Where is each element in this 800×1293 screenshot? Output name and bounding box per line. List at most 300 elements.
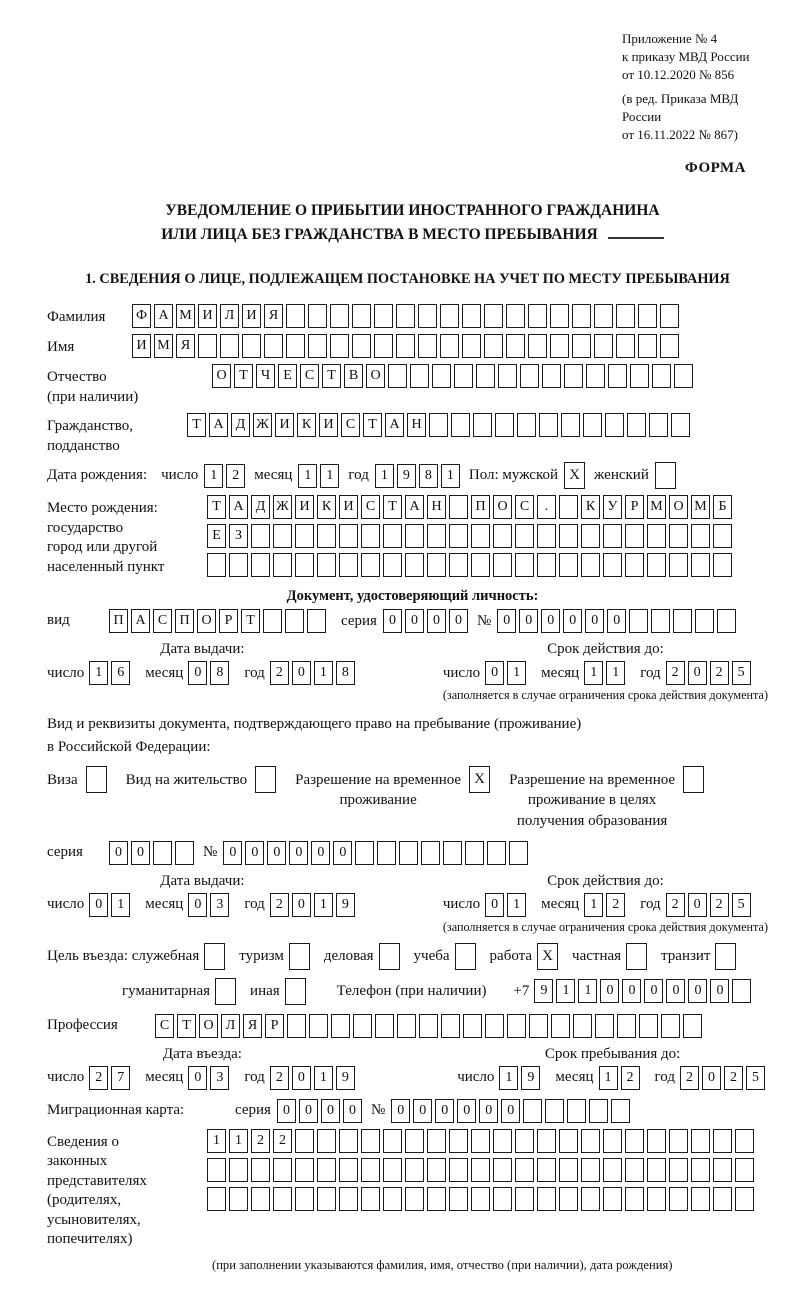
char-box[interactable]: О [212, 364, 231, 388]
char-box[interactable]: 0 [292, 661, 311, 685]
char-box[interactable]: И [132, 334, 151, 358]
birth-year-input[interactable] [375, 464, 463, 488]
visa-checkbox[interactable] [86, 766, 110, 793]
char-box[interactable]: 3 [210, 1066, 229, 1090]
char-box[interactable] [309, 1014, 328, 1038]
char-box[interactable]: 9 [336, 1066, 355, 1090]
purpose-work-checkbox[interactable] [537, 943, 561, 970]
char-box[interactable] [735, 1158, 754, 1182]
char-box[interactable]: 1 [89, 661, 108, 685]
purpose-humanitarian-checkbox[interactable] [215, 978, 239, 1005]
stay-month-input[interactable] [599, 1066, 643, 1090]
char-box[interactable]: Р [265, 1014, 284, 1038]
char-box[interactable]: 0 [600, 979, 619, 1003]
char-box[interactable] [652, 364, 671, 388]
char-box[interactable]: 0 [479, 1099, 498, 1123]
char-box[interactable] [220, 334, 239, 358]
char-box[interactable]: 2 [270, 1066, 289, 1090]
char-box[interactable]: 0 [245, 841, 264, 865]
char-box[interactable] [427, 1129, 446, 1153]
char-box[interactable] [691, 1158, 710, 1182]
entry-month-input[interactable] [188, 1066, 232, 1090]
birth-day-input[interactable] [204, 464, 248, 488]
birthplace-input-row1[interactable] [207, 495, 735, 519]
char-box[interactable] [317, 524, 336, 548]
staydoc-expiry-day-input[interactable] [485, 893, 529, 917]
staydoc-issue-day-input[interactable] [89, 893, 133, 917]
char-box[interactable] [559, 524, 578, 548]
char-box[interactable] [361, 1187, 380, 1211]
char-box[interactable]: 0 [299, 1099, 318, 1123]
char-box[interactable] [449, 1129, 468, 1153]
char-box[interactable]: 2 [621, 1066, 640, 1090]
char-box[interactable] [473, 413, 492, 437]
char-box[interactable] [454, 364, 473, 388]
char-box[interactable]: 1 [314, 893, 333, 917]
char-box[interactable] [462, 334, 481, 358]
char-box[interactable] [405, 1187, 424, 1211]
char-box[interactable] [427, 553, 446, 577]
char-box[interactable]: Л [221, 1014, 240, 1038]
char-box[interactable]: Д [231, 413, 250, 437]
char-box[interactable] [539, 413, 558, 437]
char-box[interactable]: К [317, 495, 336, 519]
char-box[interactable] [669, 1187, 688, 1211]
char-box[interactable] [581, 1158, 600, 1182]
char-box[interactable]: 5 [732, 893, 751, 917]
char-box[interactable]: 0 [391, 1099, 410, 1123]
char-box[interactable] [229, 553, 248, 577]
char-box[interactable] [603, 1158, 622, 1182]
char-box[interactable]: Я [264, 304, 283, 328]
char-box[interactable] [660, 304, 679, 328]
char-box[interactable]: X [469, 766, 490, 793]
char-box[interactable] [537, 1158, 556, 1182]
char-box[interactable] [495, 413, 514, 437]
char-box[interactable] [493, 1187, 512, 1211]
char-box[interactable] [616, 304, 635, 328]
char-box[interactable] [586, 364, 605, 388]
char-box[interactable] [287, 1014, 306, 1038]
char-box[interactable] [626, 943, 647, 970]
char-box[interactable] [715, 943, 736, 970]
char-box[interactable] [449, 1158, 468, 1182]
char-box[interactable] [683, 766, 704, 793]
char-box[interactable] [625, 1129, 644, 1153]
char-box[interactable]: О [669, 495, 688, 519]
char-box[interactable] [567, 1099, 586, 1123]
char-box[interactable]: А [209, 413, 228, 437]
char-box[interactable] [735, 1187, 754, 1211]
purpose-study-checkbox[interactable] [455, 943, 479, 970]
char-box[interactable] [441, 1014, 460, 1038]
char-box[interactable]: В [344, 364, 363, 388]
char-box[interactable]: 0 [688, 893, 707, 917]
char-box[interactable]: 1 [229, 1129, 248, 1153]
char-box[interactable]: 1 [507, 661, 526, 685]
char-box[interactable]: 1 [599, 1066, 618, 1090]
char-box[interactable]: 1 [578, 979, 597, 1003]
char-box[interactable] [427, 1187, 446, 1211]
char-box[interactable] [507, 1014, 526, 1038]
char-box[interactable] [550, 334, 569, 358]
char-box[interactable]: 0 [563, 609, 582, 633]
char-box[interactable] [471, 553, 490, 577]
iddoc-issue-month-input[interactable] [188, 661, 232, 685]
char-box[interactable] [405, 1129, 424, 1153]
char-box[interactable] [611, 1099, 630, 1123]
migration-card-series-input[interactable] [277, 1099, 365, 1123]
char-box[interactable] [683, 1014, 702, 1038]
char-box[interactable]: Ж [273, 495, 292, 519]
char-box[interactable] [583, 413, 602, 437]
char-box[interactable]: 5 [746, 1066, 765, 1090]
char-box[interactable]: 5 [732, 661, 751, 685]
char-box[interactable] [405, 524, 424, 548]
char-box[interactable] [550, 304, 569, 328]
char-box[interactable] [572, 334, 591, 358]
char-box[interactable]: И [242, 304, 261, 328]
char-box[interactable] [655, 462, 676, 489]
char-box[interactable]: 2 [724, 1066, 743, 1090]
char-box[interactable]: Н [407, 413, 426, 437]
char-box[interactable] [651, 609, 670, 633]
char-box[interactable] [361, 553, 380, 577]
char-box[interactable]: А [229, 495, 248, 519]
char-box[interactable]: 2 [666, 893, 685, 917]
char-box[interactable]: 0 [435, 1099, 454, 1123]
char-box[interactable]: 9 [336, 893, 355, 917]
char-box[interactable]: 0 [188, 1066, 207, 1090]
char-box[interactable] [515, 1129, 534, 1153]
char-box[interactable] [295, 1158, 314, 1182]
char-box[interactable]: 0 [109, 841, 128, 865]
char-box[interactable] [485, 1014, 504, 1038]
char-box[interactable] [251, 1158, 270, 1182]
char-box[interactable] [616, 334, 635, 358]
char-box[interactable] [603, 553, 622, 577]
char-box[interactable]: 0 [585, 609, 604, 633]
char-box[interactable] [352, 334, 371, 358]
char-box[interactable] [691, 553, 710, 577]
migration-card-number-input[interactable] [391, 1099, 633, 1123]
char-box[interactable]: С [361, 495, 380, 519]
char-box[interactable] [286, 304, 305, 328]
char-box[interactable] [289, 943, 310, 970]
char-box[interactable] [462, 304, 481, 328]
doc-kind-input[interactable] [109, 609, 329, 633]
char-box[interactable]: 0 [405, 609, 424, 633]
char-box[interactable]: 7 [111, 1066, 130, 1090]
char-box[interactable] [273, 524, 292, 548]
char-box[interactable] [410, 364, 429, 388]
representatives-input-row1[interactable] [207, 1129, 757, 1153]
char-box[interactable]: X [564, 462, 585, 489]
char-box[interactable] [691, 1187, 710, 1211]
char-box[interactable] [528, 304, 547, 328]
char-box[interactable] [317, 1129, 336, 1153]
char-box[interactable] [361, 1129, 380, 1153]
char-box[interactable] [674, 364, 693, 388]
char-box[interactable] [669, 553, 688, 577]
char-box[interactable]: 0 [457, 1099, 476, 1123]
char-box[interactable] [647, 1129, 666, 1153]
birthplace-input-row2[interactable] [207, 524, 735, 548]
char-box[interactable] [451, 413, 470, 437]
stay-day-input[interactable] [499, 1066, 543, 1090]
char-box[interactable] [581, 553, 600, 577]
char-box[interactable] [581, 524, 600, 548]
char-box[interactable]: Л [220, 304, 239, 328]
char-box[interactable]: 9 [397, 464, 416, 488]
char-box[interactable] [559, 1187, 578, 1211]
char-box[interactable]: 0 [688, 661, 707, 685]
char-box[interactable] [647, 524, 666, 548]
char-box[interactable] [251, 1187, 270, 1211]
char-box[interactable]: 1 [207, 1129, 226, 1153]
char-box[interactable]: 0 [292, 1066, 311, 1090]
char-box[interactable]: 0 [607, 609, 626, 633]
sex-female-checkbox[interactable] [655, 462, 679, 489]
char-box[interactable] [471, 524, 490, 548]
char-box[interactable]: И [319, 413, 338, 437]
representatives-input-row2[interactable] [207, 1158, 757, 1182]
char-box[interactable] [317, 1187, 336, 1211]
char-box[interactable]: 0 [89, 893, 108, 917]
char-box[interactable] [603, 1129, 622, 1153]
char-box[interactable] [471, 1158, 490, 1182]
char-box[interactable] [647, 1158, 666, 1182]
char-box[interactable]: К [297, 413, 316, 437]
char-box[interactable]: Т [234, 364, 253, 388]
char-box[interactable] [153, 841, 172, 865]
char-box[interactable] [551, 1014, 570, 1038]
char-box[interactable] [440, 334, 459, 358]
char-box[interactable] [493, 1129, 512, 1153]
char-box[interactable]: Р [625, 495, 644, 519]
char-box[interactable] [383, 1129, 402, 1153]
char-box[interactable] [204, 943, 225, 970]
doc-series-input[interactable] [383, 609, 471, 633]
char-box[interactable]: О [366, 364, 385, 388]
char-box[interactable] [374, 304, 393, 328]
char-box[interactable] [517, 413, 536, 437]
char-box[interactable] [273, 553, 292, 577]
char-box[interactable] [638, 334, 657, 358]
char-box[interactable]: 1 [606, 661, 625, 685]
char-box[interactable] [608, 364, 627, 388]
char-box[interactable] [509, 841, 528, 865]
char-box[interactable] [523, 1099, 542, 1123]
char-box[interactable] [542, 364, 561, 388]
char-box[interactable] [396, 304, 415, 328]
char-box[interactable] [377, 841, 396, 865]
char-box[interactable]: 9 [521, 1066, 540, 1090]
char-box[interactable]: 0 [449, 609, 468, 633]
char-box[interactable] [717, 609, 736, 633]
char-box[interactable] [295, 1129, 314, 1153]
char-box[interactable]: Т [363, 413, 382, 437]
char-box[interactable]: М [691, 495, 710, 519]
char-box[interactable]: 0 [188, 893, 207, 917]
char-box[interactable]: 9 [534, 979, 553, 1003]
char-box[interactable]: И [295, 495, 314, 519]
char-box[interactable]: Т [241, 609, 260, 633]
iddoc-expiry-month-input[interactable] [584, 661, 628, 685]
char-box[interactable] [589, 1099, 608, 1123]
char-box[interactable]: Ч [256, 364, 275, 388]
char-box[interactable] [476, 364, 495, 388]
char-box[interactable]: И [198, 304, 217, 328]
char-box[interactable] [603, 524, 622, 548]
char-box[interactable] [713, 1129, 732, 1153]
char-box[interactable] [528, 334, 547, 358]
char-box[interactable] [175, 841, 194, 865]
char-box[interactable] [383, 1158, 402, 1182]
char-box[interactable] [405, 553, 424, 577]
char-box[interactable] [559, 1158, 578, 1182]
char-box[interactable]: 0 [666, 979, 685, 1003]
char-box[interactable] [559, 553, 578, 577]
staydoc-number-input[interactable] [223, 841, 531, 865]
char-box[interactable] [331, 1014, 350, 1038]
char-box[interactable] [330, 304, 349, 328]
char-box[interactable]: 0 [497, 609, 516, 633]
char-box[interactable] [484, 304, 503, 328]
char-box[interactable] [594, 334, 613, 358]
char-box[interactable] [515, 1187, 534, 1211]
char-box[interactable] [419, 1014, 438, 1038]
char-box[interactable] [418, 334, 437, 358]
char-box[interactable] [465, 841, 484, 865]
char-box[interactable]: . [537, 495, 556, 519]
purpose-official-checkbox[interactable] [204, 943, 228, 970]
sex-male-checkbox[interactable] [564, 462, 588, 489]
temp-residence-checkbox[interactable] [469, 766, 493, 793]
char-box[interactable] [647, 1187, 666, 1211]
char-box[interactable] [418, 304, 437, 328]
char-box[interactable]: 6 [111, 661, 130, 685]
char-box[interactable] [397, 1014, 416, 1038]
char-box[interactable]: 0 [519, 609, 538, 633]
char-box[interactable]: 1 [556, 979, 575, 1003]
char-box[interactable] [207, 553, 226, 577]
char-box[interactable]: 2 [710, 893, 729, 917]
char-box[interactable]: И [339, 495, 358, 519]
staydoc-expiry-month-input[interactable] [584, 893, 628, 917]
char-box[interactable]: 1 [314, 661, 333, 685]
char-box[interactable]: Т [322, 364, 341, 388]
char-box[interactable] [506, 334, 525, 358]
char-box[interactable] [383, 553, 402, 577]
char-box[interactable] [355, 841, 374, 865]
char-box[interactable] [339, 1129, 358, 1153]
char-box[interactable]: 2 [666, 661, 685, 685]
char-box[interactable]: X [537, 943, 558, 970]
char-box[interactable] [455, 943, 476, 970]
char-box[interactable] [537, 524, 556, 548]
char-box[interactable]: М [154, 334, 173, 358]
char-box[interactable] [572, 304, 591, 328]
birth-month-input[interactable] [298, 464, 342, 488]
char-box[interactable] [559, 1129, 578, 1153]
char-box[interactable]: 0 [188, 661, 207, 685]
char-box[interactable] [207, 1187, 226, 1211]
char-box[interactable]: О [493, 495, 512, 519]
char-box[interactable] [471, 1187, 490, 1211]
char-box[interactable] [383, 524, 402, 548]
char-box[interactable]: 0 [277, 1099, 296, 1123]
stay-year-input[interactable] [680, 1066, 768, 1090]
citizenship-input[interactable] [187, 413, 693, 437]
char-box[interactable] [440, 304, 459, 328]
char-box[interactable]: 0 [485, 893, 504, 917]
char-box[interactable] [251, 553, 270, 577]
char-box[interactable] [649, 413, 668, 437]
char-box[interactable]: М [647, 495, 666, 519]
char-box[interactable]: 0 [289, 841, 308, 865]
char-box[interactable] [405, 1158, 424, 1182]
char-box[interactable] [713, 1187, 732, 1211]
char-box[interactable]: П [471, 495, 490, 519]
char-box[interactable] [273, 1187, 292, 1211]
char-box[interactable] [399, 841, 418, 865]
char-box[interactable] [545, 1099, 564, 1123]
char-box[interactable]: 1 [320, 464, 339, 488]
char-box[interactable] [308, 304, 327, 328]
char-box[interactable]: П [109, 609, 128, 633]
purpose-business-checkbox[interactable] [379, 943, 403, 970]
char-box[interactable] [273, 1158, 292, 1182]
iddoc-expiry-year-input[interactable] [666, 661, 754, 685]
char-box[interactable] [520, 364, 539, 388]
char-box[interactable]: 0 [292, 893, 311, 917]
char-box[interactable]: 0 [267, 841, 286, 865]
char-box[interactable]: С [515, 495, 534, 519]
char-box[interactable]: У [603, 495, 622, 519]
staydoc-issue-year-input[interactable] [270, 893, 358, 917]
char-box[interactable]: 1 [441, 464, 460, 488]
char-box[interactable] [86, 766, 107, 793]
iddoc-expiry-day-input[interactable] [485, 661, 529, 685]
char-box[interactable]: С [341, 413, 360, 437]
char-box[interactable]: 1 [584, 661, 603, 685]
purpose-other-checkbox[interactable] [285, 978, 309, 1005]
char-box[interactable] [493, 1158, 512, 1182]
doc-number-input[interactable] [497, 609, 739, 633]
char-box[interactable] [229, 1158, 248, 1182]
char-box[interactable] [374, 334, 393, 358]
char-box[interactable] [630, 364, 649, 388]
char-box[interactable]: 0 [223, 841, 242, 865]
char-box[interactable] [295, 1187, 314, 1211]
char-box[interactable] [732, 979, 751, 1003]
char-box[interactable] [573, 1014, 592, 1038]
representatives-input-row3[interactable] [207, 1187, 757, 1211]
char-box[interactable]: 2 [251, 1129, 270, 1153]
char-box[interactable] [564, 364, 583, 388]
purpose-tourism-checkbox[interactable] [289, 943, 313, 970]
char-box[interactable]: 0 [644, 979, 663, 1003]
char-box[interactable] [713, 1158, 732, 1182]
char-box[interactable]: С [155, 1014, 174, 1038]
char-box[interactable] [537, 1187, 556, 1211]
char-box[interactable] [605, 413, 624, 437]
char-box[interactable]: Я [243, 1014, 262, 1038]
char-box[interactable] [379, 943, 400, 970]
char-box[interactable] [207, 1158, 226, 1182]
char-box[interactable] [198, 334, 217, 358]
